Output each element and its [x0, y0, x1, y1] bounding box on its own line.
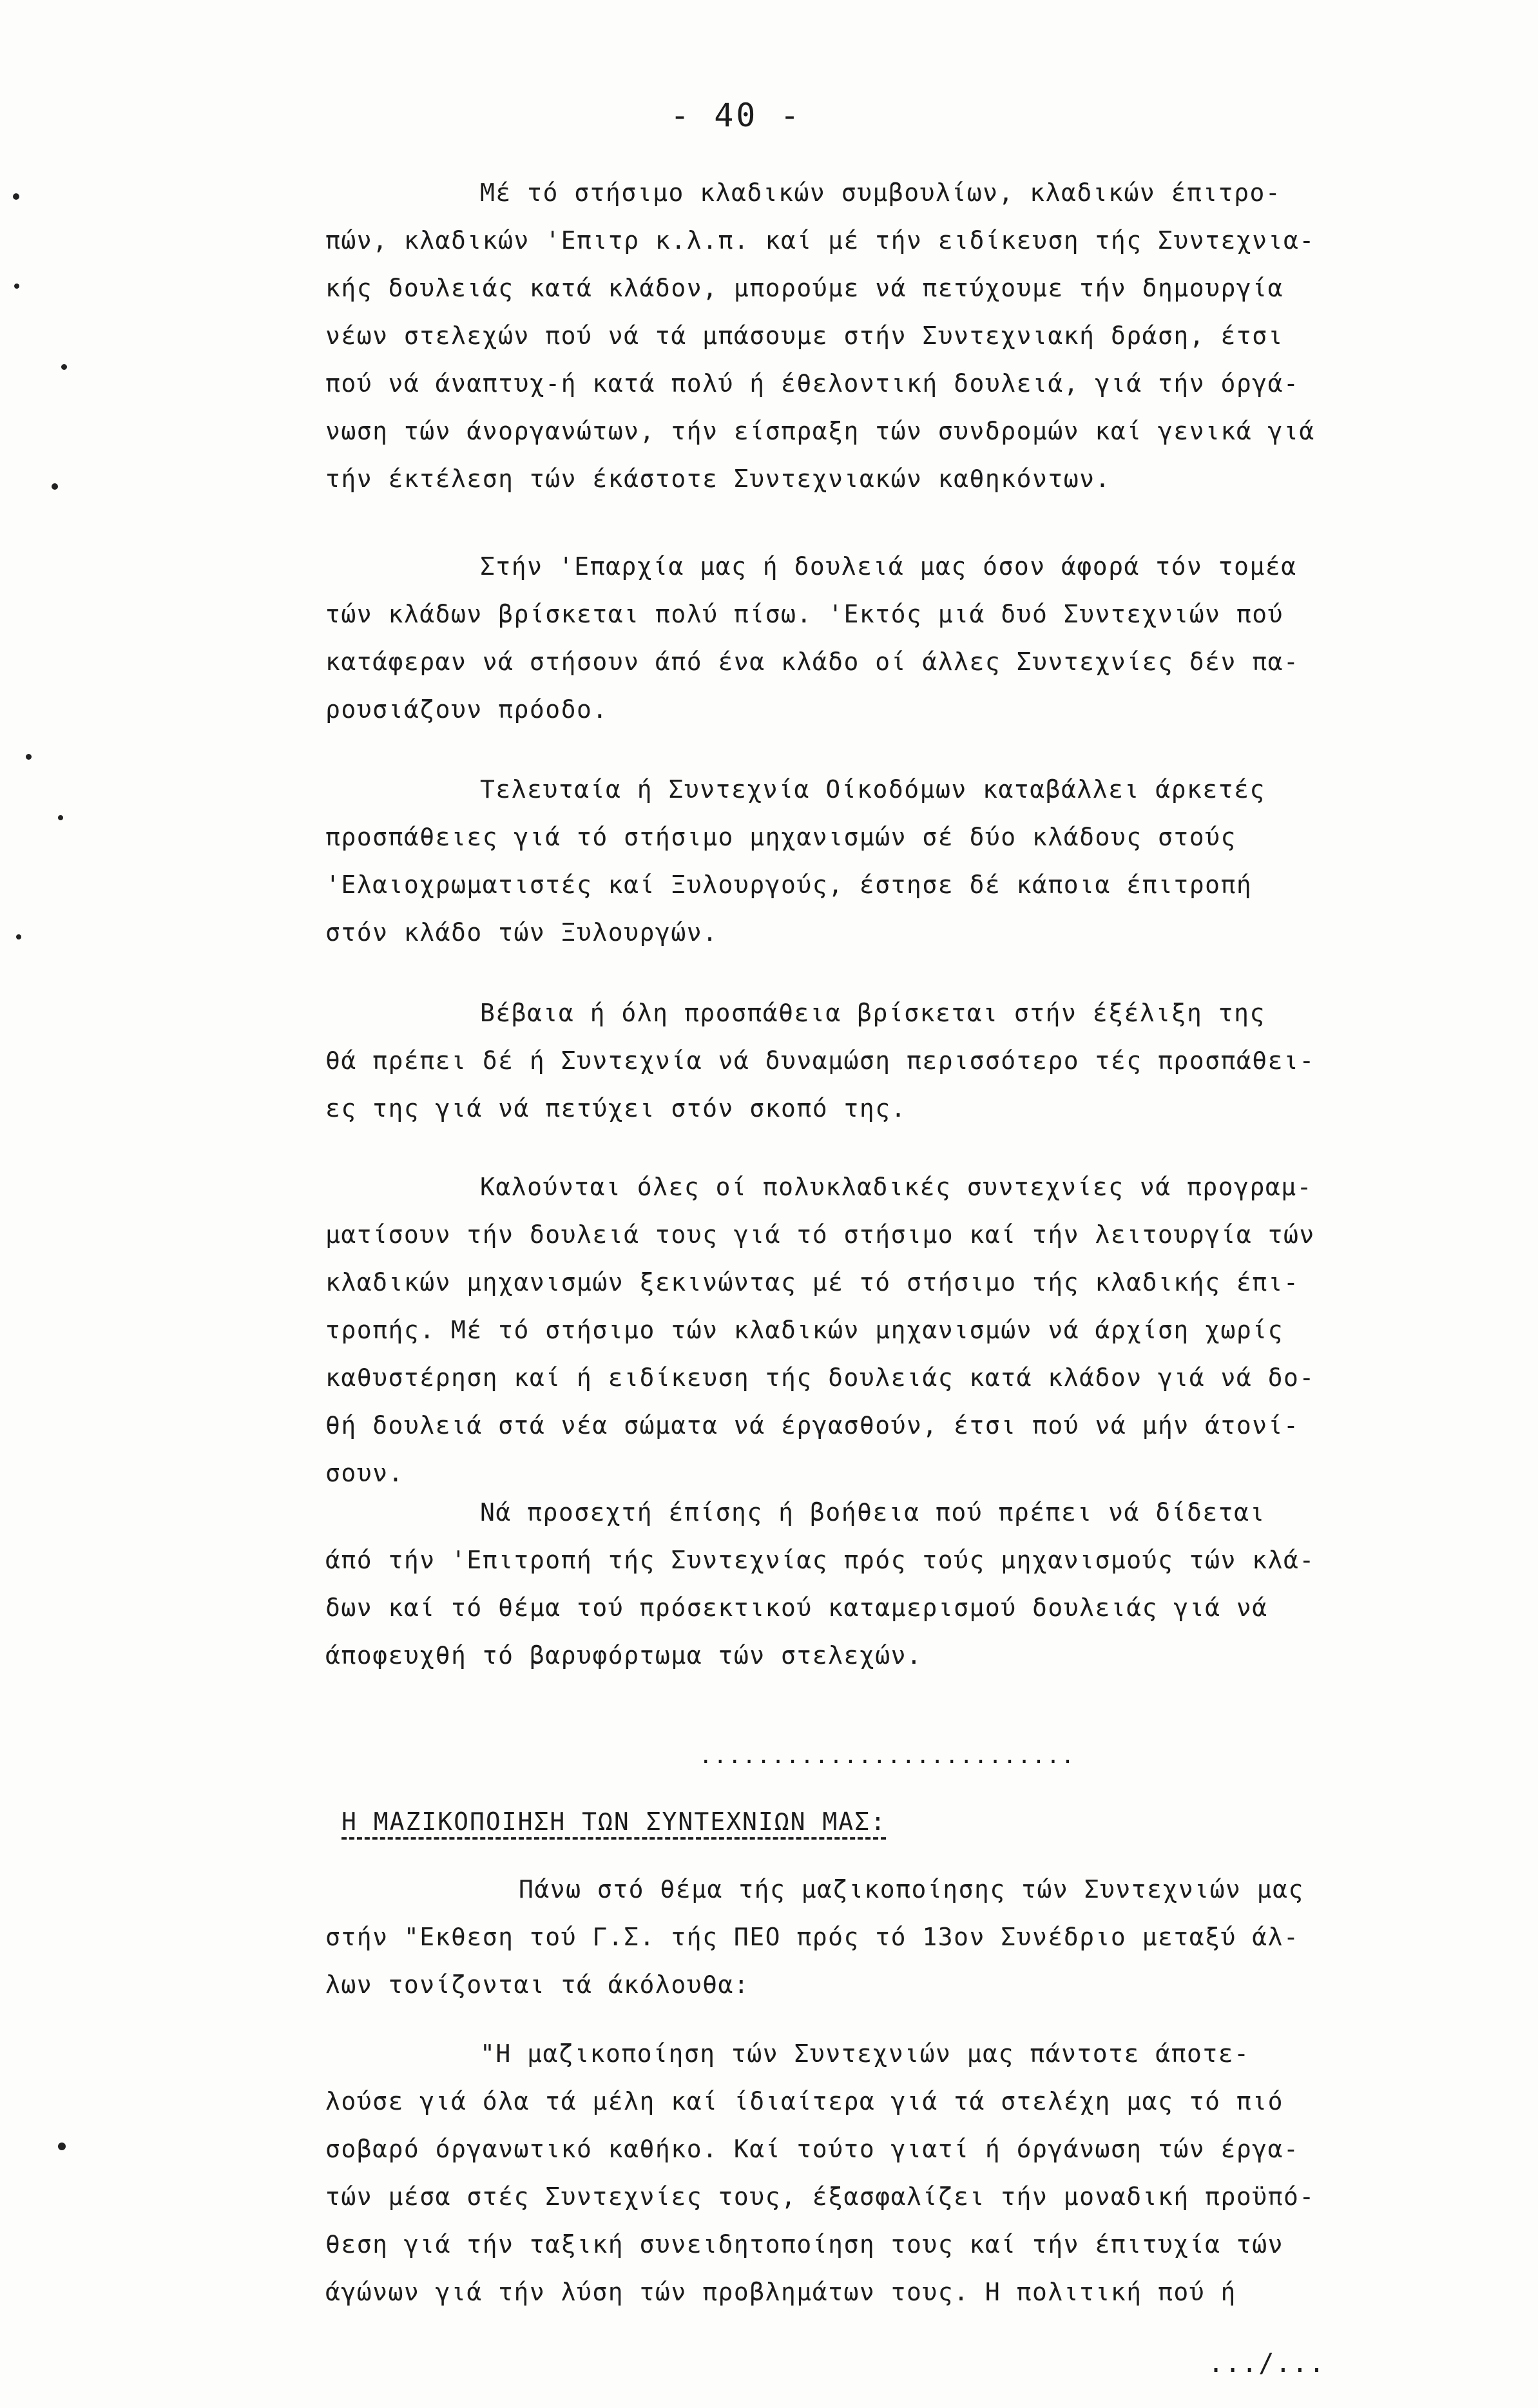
text-line: Καλούνται όλες οί πολυκλαδικές συντεχνίες νά προγραμ-: [480, 1173, 1313, 1201]
text-line: Μέ τό στήσιμο κλαδικών συμβουλίων, κλαδικών έπιτρο-: [480, 178, 1282, 207]
text-line: κής δουλειάς κατά κλάδον, μπορούμε νά πετύχουμε τήν δημουργία: [325, 274, 1284, 302]
text-line: θεση γιά τήν ταξική συνειδητοποίηση τους καί τήν έπιτυχία τών: [325, 2230, 1284, 2259]
text-line: θή δουλειά στά νέα σώματα νά έργασθούν, έτσι πού νά μήν άτονί-: [325, 1411, 1300, 1440]
text-line: τήν έκτέλεση τών έκάστοτε Συντεχνιακών καθηκόντων.: [325, 465, 1111, 493]
text-line: πών, κλαδικών 'Επιτρ κ.λ.π. καί μέ τήν ειδίκευση τής Συντεχνια-: [325, 226, 1315, 255]
text-line: νέων στελεχών πού νά τά μπάσουμε στήν Συντεχνιακή δράση, έτσι: [325, 322, 1284, 350]
text-line: σοβαρό όργανωτικό καθήκο. Καί τούτο γιατί ή όργάνωση τών έργα-: [325, 2135, 1300, 2163]
text-line: Βέβαια ή όλη προσπάθεια βρίσκεται στήν έξέλιξη της: [480, 999, 1265, 1027]
text-line: άποφευχθή τό βαρυφόρτωμα τών στελεχών.: [325, 1641, 923, 1670]
scan-speck: [26, 754, 32, 760]
text-line: τών κλάδων βρίσκεται πολύ πίσω. 'Εκτός μιά δυό Συντεχνιών πού: [325, 600, 1284, 628]
text-line: τροπής. Μέ τό στήσιμο τών κλαδικών μηχανισμών νά άρχίση χωρίς: [325, 1316, 1284, 1344]
text-line: τών μέσα στές Συντεχνίες τους, έξασφαλίζει τήν μοναδική προϋπό-: [325, 2182, 1315, 2211]
text-line: ματίσουν τήν δουλειά τους γιά τό στήσιμο καί τήν λειτουργία τών: [325, 1220, 1315, 1249]
text-line: 'Ελαιοχρωματιστές καί Ξυλουργούς, έστησε δέ κάποια έπιτροπή: [325, 871, 1253, 899]
paragraph-branch-councils: [325, 169, 1434, 503]
scan-speck: [61, 364, 67, 370]
text-line: δων καί τό θέμα τού πρόσεκτικού καταμερισμού δουλειάς γιά νά: [325, 1594, 1268, 1622]
text-line: στόν κλάδο τών Ξυλουργών.: [325, 918, 718, 947]
paragraph-builders-union: [325, 766, 1434, 956]
text-line: ες της γιά νά πετύχει στόν σκοπό της.: [325, 1094, 907, 1122]
paragraph-committee-help: [325, 1488, 1434, 1679]
text-line: λων τονίζονται τά άκόλουθα:: [325, 1970, 750, 1999]
scan-speck: [16, 934, 21, 939]
paragraph-report-quote: [325, 2030, 1434, 2316]
text-line: κλαδικών μηχανισμών ξεκινώντας μέ τό στήσιμο τής κλαδικής έπι-: [325, 1268, 1300, 1296]
section-separator: ..........................: [699, 1743, 1076, 1769]
paragraph-progress: [325, 989, 1434, 1132]
text-line: θά πρέπει δέ ή Συντεχνία νά δυναμώση περισσότερο τές προσπάθει-: [325, 1046, 1315, 1075]
scan-speck: [52, 483, 58, 490]
text-line: Πάνω στό θέμα τής μαζικοποίησης τών Συντεχνιών μας: [519, 1875, 1304, 1903]
text-line: Στήν 'Επαρχία μας ή δουλειά μας όσον άφορά τόν τομέα: [480, 552, 1297, 581]
scan-speck: [14, 284, 19, 289]
text-line: σουν.: [325, 1459, 404, 1487]
text-line: Νά προσεχτή έπίσης ή βοήθεια πού πρέπει νά δίδεται: [480, 1498, 1265, 1527]
text-line: λούσε γιά όλα τά μέλη καί ίδιαίτερα γιά τά στελέχη μας τό πιό: [325, 2087, 1284, 2115]
section-heading: Η ΜΑΖΙΚΟΠΟΙΗΣΗ ΤΩΝ ΣΥΝΤΕΧΝΙΩΝ ΜΑΣ:: [341, 1807, 887, 1836]
text-line: άπό τήν 'Επιτροπή τής Συντεχνίας πρός τούς μηχανισμούς τών κλά-: [325, 1546, 1315, 1574]
text-line: πού νά άναπτυχ-ή κατά πολύ ή έθελοντική δουλειά, γιά τήν όργά-: [325, 369, 1300, 398]
text-line: νωση τών άνοργανώτων, τήν είσπραξη τών συνδρομών καί γενικά γιά: [325, 417, 1315, 445]
text-line: στήν "Εκθεση τού Γ.Σ. τής ΠΕΟ πρός τό 13ον Συνέδριο μεταξύ άλ-: [325, 1923, 1300, 1951]
paragraph-report-intro: [325, 1865, 1434, 2008]
paragraph-province: [325, 543, 1434, 733]
text-line: προσπάθειες γιά τό στήσιμο μηχανισμών σέ δύο κλάδους στούς: [325, 823, 1236, 851]
text-line: άγώνων γιά τήν λύση τών προβλημάτων τους. Η πολιτική πού ή: [325, 2278, 1236, 2306]
scan-speck: [58, 815, 63, 820]
text-line: καθυστέρηση καί ή ειδίκευση τής δουλειάς κατά κλάδον γιά νά δο-: [325, 1363, 1315, 1392]
scan-speck: [13, 193, 19, 200]
paragraph-multibranch-unions: [325, 1163, 1434, 1497]
continuation-mark: .../...: [1208, 2349, 1326, 2378]
text-line: Τελευταία ή Συντεχνία Οίκοδόμων καταβάλλει άρκετές: [480, 775, 1265, 804]
text-line: "Η μαζικοποίηση τών Συντεχνιών μας πάντοτε άποτε-: [480, 2039, 1250, 2068]
page-number: - 40 -: [670, 97, 802, 134]
scan-speck: [58, 2143, 66, 2150]
text-line: κατάφεραν νά στήσουν άπό ένα κλάδο οί άλλες Συντεχνίες δέν πα-: [325, 648, 1300, 676]
text-line: ρουσιάζουν πρόοδο.: [325, 695, 608, 724]
